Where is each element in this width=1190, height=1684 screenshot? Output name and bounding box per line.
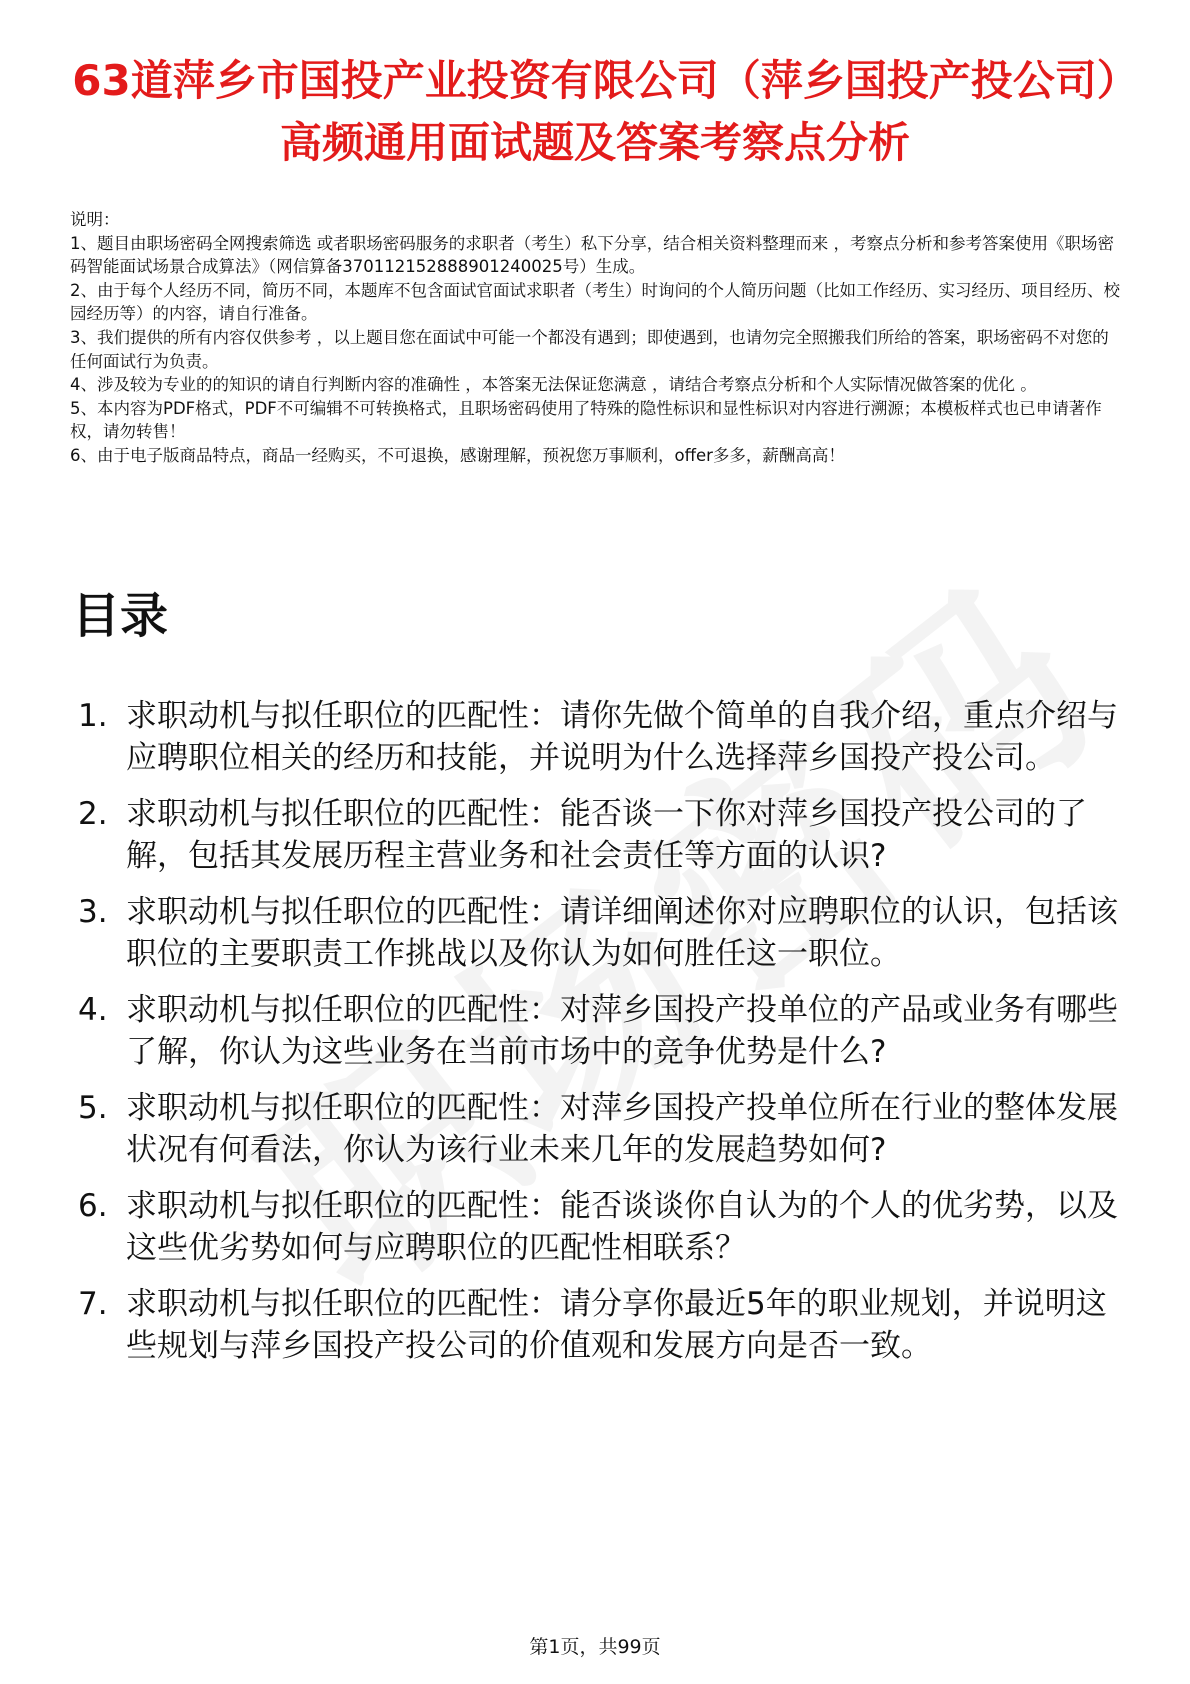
note-item: 2、由于每个人经历不同，简历不同，本题库不包含面试官面试求职者（考生）时询问的个人简历问题（比如工作经历、实习经历、项目经历、校园经历等）的内容，请自行准备。 bbox=[70, 280, 1120, 324]
toc-item[interactable] bbox=[70, 989, 1120, 1073]
toc-item-number: 6. bbox=[78, 1188, 108, 1224]
page-footer: 第1页，共99页 bbox=[529, 1636, 661, 1658]
toc-item[interactable] bbox=[70, 1185, 1120, 1269]
toc-list bbox=[70, 695, 1120, 1381]
toc-item-number: 1. bbox=[78, 698, 108, 734]
toc-item-number: 4. bbox=[78, 992, 108, 1028]
toc-item-number: 7. bbox=[78, 1286, 108, 1322]
toc-item[interactable] bbox=[70, 1283, 1120, 1367]
toc-item-number: 2. bbox=[78, 796, 108, 832]
toc-item-text: 求职动机与拟任职位的匹配性：对萍乡国投产投单位的产品或业务有哪些了解，你认为这些业务在当前市场中的竞争优势是什么? bbox=[126, 992, 1118, 1070]
toc-item-number: 5. bbox=[78, 1090, 108, 1126]
toc-item-text: 求职动机与拟任职位的匹配性：对萍乡国投产投单位所在行业的整体发展状况有何看法，你认为该行业未来几年的发展趋势如何? bbox=[126, 1090, 1118, 1168]
notes-heading: 说明： bbox=[70, 210, 120, 229]
note-item: 5、本内容为PDF格式，PDF不可编辑不可转换格式，且职场密码使用了特殊的隐性标识和显性标识对内容进行溯源；本模板样式也已申请著作权，请勿转售！ bbox=[70, 398, 1102, 442]
toc-item-text: 求职动机与拟任职位的匹配性：能否谈谈你自认为的个人的优劣势，以及这些优劣势如何与应聘职位的匹配性相联系？ bbox=[126, 1188, 1118, 1266]
toc-item-text: 求职动机与拟任职位的匹配性：请详细阐述你对应聘职位的认识，包括该职位的主要职责工作挑战以及你认为如何胜任这一职位。 bbox=[126, 894, 1118, 972]
toc-item[interactable] bbox=[70, 695, 1120, 779]
note-item: 6、由于电子版商品特点，商品一经购买，不可退换，感谢理解，预祝您万事顺利，offer多多，薪酬高高！ bbox=[70, 445, 845, 465]
toc-item[interactable] bbox=[70, 1087, 1120, 1171]
toc-item-text: 求职动机与拟任职位的匹配性：能否谈一下你对萍乡国投产投公司的了解，包括其发展历程主营业务和社会责任等方面的认识? bbox=[126, 796, 1087, 874]
toc-item-text: 求职动机与拟任职位的匹配性：请分享你最近5年的职业规划，并说明这些规划与萍乡国投产投公司的价值观和发展方向是否一致。 bbox=[126, 1286, 1107, 1364]
document-title: 63道萍乡市国投产业投资有限公司（萍乡国投产投公司）高频通用面试题及答案考察点分析 bbox=[72, 56, 1118, 167]
toc-item-text: 求职动机与拟任职位的匹配性：请你先做个简单的自我介绍，重点介绍与应聘职位相关的经历和技能，并说明为什么选择萍乡国投产投公司。 bbox=[126, 698, 1118, 776]
note-item: 1、题目由职场密码全网搜索筛选 或者职场密码服务的求职者（考生）私下分享，结合相关资料整理而来 ，考察点分析和参考答案使用《职场密码智能面试场景合成算法》（网信算备370112152888901240025号）生成。 bbox=[70, 233, 1114, 277]
toc-item[interactable] bbox=[70, 793, 1120, 877]
toc-heading: 目录 bbox=[72, 588, 169, 644]
toc-item[interactable] bbox=[70, 891, 1120, 975]
note-item: 4、涉及较为专业的的知识的请自行判断内容的准确性 ，本答案无法保证您满意 ，请结合考察点分析和个人实际情况做答案的优化 。 bbox=[70, 375, 1037, 395]
note-item: 3、我们提供的所有内容仅供参考 ，以上题目您在面试中可能一个都没有遇到；即使遇到，也请勿完全照搬我们所给的答案，职场密码不对您的任何面试行为负责。 bbox=[70, 327, 1109, 371]
notes-section bbox=[70, 208, 1120, 468]
toc-item-number: 3. bbox=[78, 894, 108, 930]
